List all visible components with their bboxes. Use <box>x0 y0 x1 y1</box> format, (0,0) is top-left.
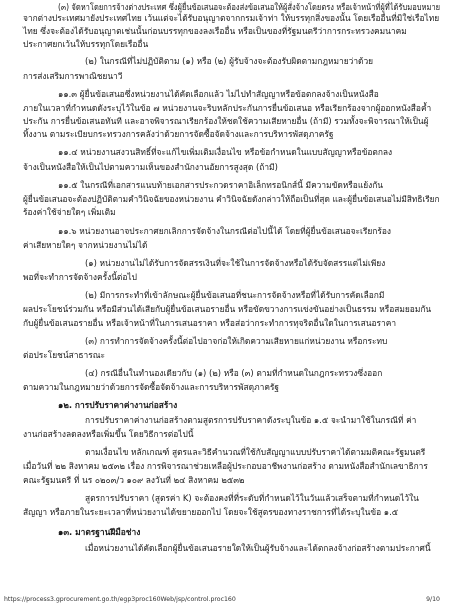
text-line: พอที่จะทำการจัดจ้างครั้งนี้ต่อไป <box>23 272 137 282</box>
text-line: ทิ้งงาน ตามระเบียบกระทรวงการคลังว่าด้วยการจัดซื้อจัดจ้างและการบริหารพัสดุภาครัฐ <box>23 129 334 139</box>
text-line: คณะรัฐมนตรี ที่ นร ๐๒๐๓/ว ๑๐๙ ลงวันที่ ๒๔ สิงหาคม ๒๕๓๒ <box>23 475 245 485</box>
section-heading: ๑๓. มาตรฐานฝีมือช่าง <box>58 527 141 537</box>
text-line: ประกาศยกเว้นให้บรรทุกโดยเรืออื่น <box>23 39 149 49</box>
text-line: ๑๑.๓ ผู้ยื่นข้อเสนอซึ่งหน่วยงานได้คัดเลือกแล้ว ไม่ไปทำสัญญาหรือข้อตกลงจ้างเป็นหนังสือ <box>58 89 379 99</box>
text-line: งานก่อสร้างลดลงหรือเพิ่มขึ้น โดยวิธีการต่อไปนี้ <box>23 429 194 439</box>
text-line: ค่าเสียหายใดๆ จากหน่วยงานไม่ได้ <box>23 240 148 250</box>
text-line: (๒) มีการกระทำที่เข้าลักษณะผู้ยื่นข้อเสนอที่ชนะการจัดจ้างหรือที่ได้รับการคัดเลือกมี <box>85 290 385 300</box>
text-line: จากต่างประเทศมายังประเทศไทย เว้นแต่จะได้รับอนุญาตจากกรมเจ้าท่า ให้บรรทุกสิ่งของนั้น โดยเรืออื่นที่มิใช่เรือไทย <box>23 13 440 23</box>
page-number: 9/10 <box>426 596 440 603</box>
text-line: กับผู้ยื่นข้อเสนอรายอื่น หรือเจ้าหน้าที่ในการเสนอราคา หรือส่อว่ากระทำการทุจริตอื่นใดในการเสนอราคา <box>23 318 397 328</box>
text-line: ตามความในกฎหมายว่าด้วยการจัดซื้อจัดจ้างและการบริหารพัสดุภาครัฐ <box>23 382 280 392</box>
text-line: การส่งเสริมการพาณิชยนาวี <box>23 71 123 81</box>
text-line: ตามเงื่อนไข หลักเกณฑ์ สูตรและวิธีคำนวณที่ใช้กับสัญญาแบบปรับราคาได้ตามมติคณะรัฐมนตรี <box>85 447 426 457</box>
text-line: (๔) กรณีอื่นในทำนองเดียวกับ (๑) (๒) หรือ (๓) ตามที่กำหนดในกฎกระทรวงซึ่งออก <box>85 368 383 378</box>
text-line: (๓) การทำการจัดจ้างครั้งนี้ต่อไปอาจก่อให้เกิดความเสียหายแก่หน่วยงาน หรือกระทบ <box>85 336 388 346</box>
text-line: ๑๑.๖ หน่วยงานอาจประกาศยกเลิกการจัดจ้างในกรณีต่อไปนี้ได้ โดยที่ผู้ยื่นข้อเสนอจะเรียกร้อง <box>58 226 391 236</box>
section-heading: ๑๒. การปรับราคาค่างานก่อสร้าง <box>58 400 178 410</box>
text-line: สัญญา หรือภายในระยะเวลาที่หน่วยงานได้ขยายออกไป โดยจะใช้สูตรของทางราชการที่ได้ระบุในข้อ ๑.๕ <box>23 507 399 517</box>
text-line: ๑๑.๕ ในกรณีที่เอกสารแนบท้ายเอกสารประกวดราคาอิเล็กทรอนิกส์นี้ มีความขัดหรือแย้งกัน <box>58 180 384 190</box>
text-line: สูตรการปรับราคา (สูตรค่า K) จะต้องคงที่ที่ระดับที่กำหนดไว้ในวันแล้วเสร็จตามที่กำหนดไว้ใน <box>85 493 419 503</box>
text-line: ภายในเวลาที่กำหนดดังระบุไว้ในข้อ ๗ หน่วยงานจะริบหลักประกันการยื่นข้อเสนอ หรือเรียกร้องจากผู้ออกหนังสือค้ำ <box>23 103 432 113</box>
text-line: เมื่อวันที่ ๒๒ สิงหาคม ๒๕๓๒ เรื่อง การพิจารณาช่วยเหลือผู้ประกอบอาชีพงานก่อสร้าง ตามหนังสือสำนักเลขาธิการ <box>23 461 428 471</box>
text-line: ๑๑.๔ หน่วยงานสงวนสิทธิ์ที่จะแก้ไขเพิ่มเติมเงื่อนไข หรือข้อกำหนดในแบบสัญญาหรือข้อตกลง <box>58 147 393 157</box>
text-line: ประกัน การยื่นข้อเสนอทันที และอาจพิจารณาเรียกร้องให้ชดใช้ความเสียหายอื่น (ถ้ามี) รวมทั้งจะพิจารณาให้เป็นผู้ <box>23 116 429 126</box>
text-line: เมื่อหน่วยงานได้คัดเลือกผู้ยื่นข้อเสนอรายใดให้เป็นผู้รับจ้างและได้ตกลงจ้างก่อสร้างตามประกาศนี้ <box>85 543 431 553</box>
text-line: ต่อประโยชน์สาธารณะ <box>23 350 105 360</box>
text-line: (๓) จัดหาโดยการจ้างต่างประเทศ ซึ่งผู้ยื่นข้อเสนอจะต้องส่งข้อเสนอให้ผู้สั่งจ้างโดยตรง หรือเจ้าหน้าที่ผู้ที่ได้รับมอบหมาย <box>58 2 441 12</box>
text-line: (๒) ในกรณีที่ไม่ปฏิบัติตาม (๑) หรือ (๒) ผู้รับจ้างจะต้องรับผิดตามกฎหมายว่าด้วย <box>85 56 374 66</box>
text-line: จ้างเป็นหนังสือให้เป็นไปตามความเห็นของสำนักงานอัยการสูงสุด (ถ้ามี) <box>23 162 278 172</box>
text-line: ผลประโยชน์ร่วมกัน หรือมีส่วนได้เสียกับผู้ยื่นข้อเสนอรายอื่น หรือขัดขวางการแข่งขันอย่างเป็นธรรม หรือสมยอมกัน <box>23 304 432 314</box>
text-line: การปรับราคาค่างานก่อสร้างตามสูตรการปรับราคาดังระบุในข้อ ๑.๕ จะนำมาใช้ในกรณีที่ ค่า <box>85 415 417 425</box>
text-line: ร้องค่าใช้จ่ายใดๆ เพิ่มเติม <box>23 207 116 217</box>
footer-url: https://process3.gprocurement.go.th/egp3proc160Web/jsp/control.proc160 <box>4 596 236 603</box>
text-line: ผู้ยื่นข้อเสนอจะต้องปฏิบัติตามคำวินิจฉัยของหน่วยงาน คำวินิจฉัยดังกล่าวให้ถือเป็นที่สุด และผู้ยื่นข้อเสนอไม่มีสิทธิเรียก <box>23 194 440 204</box>
text-line: ไทย ซึ่งจะต้องได้รับอนุญาตเช่นนั้นก่อนบรรทุกของลงเรืออื่น หรือเป็นของที่รัฐมนตรีว่าการกระทรวงคมนาคม <box>23 26 407 36</box>
text-line: (๑) หน่วยงานไม่ได้รับการจัดสรรเงินที่จะใช้ในการจัดจ้างหรือได้รับจัดสรรแต่ไม่เพียง <box>85 258 386 268</box>
